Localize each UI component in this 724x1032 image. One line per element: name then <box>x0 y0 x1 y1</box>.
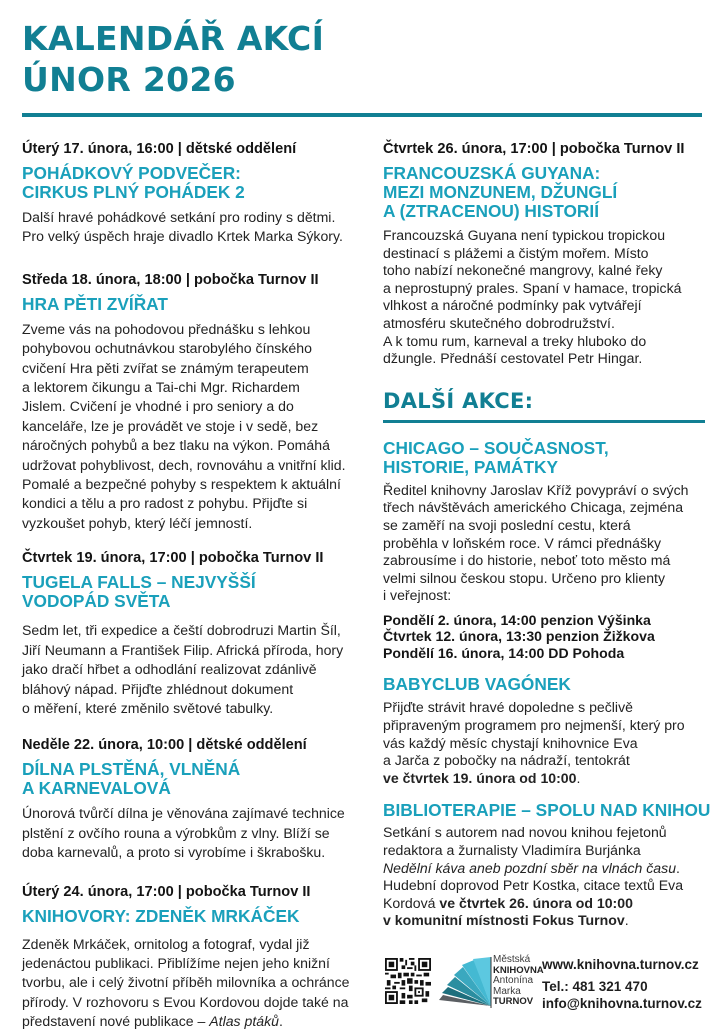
event-meta: Čtvrtek 19. února, 17:00 | pobočka Turnov II <box>22 550 324 567</box>
session-item: Čtvrtek 12. února, 13:30 penzion Žižkova <box>383 628 655 645</box>
page-title-line2: ÚNOR 2026 <box>22 60 236 99</box>
desc-line: Sedm let, tři expedice a čeští dobrodruzi Martin Šíl, <box>22 622 341 639</box>
event-description <box>22 208 362 247</box>
event-title-line: CHICAGO – SOUČASNOST, <box>383 437 609 458</box>
desc-line: Ředitel knihovny Jaroslav Kříž povypráví o svých <box>383 481 689 498</box>
section-divider <box>383 420 705 423</box>
event-hra-peti-zvirat <box>22 271 362 533</box>
event-description <box>22 804 362 862</box>
library-logo-text <box>493 955 544 1008</box>
event-knihovory <box>22 883 362 1032</box>
website-link[interactable]: www.knihovna.turnov.cz <box>542 957 699 972</box>
desc-line: proběhla v loňském roce. V rámci přednášky <box>383 534 662 551</box>
desc-line: Zdeněk Mrkáček, ornitolog a fotograf, vydal již <box>22 935 310 952</box>
event-title-line: VODOPÁD SVĚTA <box>22 591 171 612</box>
desc-line <box>383 860 705 878</box>
page-title <box>22 18 324 100</box>
desc-line: Přijďte strávit hravé dopoledne s pečlivě <box>383 699 633 716</box>
event-title <box>383 164 705 221</box>
desc-text: představení nové publikace – <box>22 1013 210 1030</box>
desc-line: zabrousíme i do historie, neboť toto město má <box>383 552 671 569</box>
desc-line: redaktora a žurnalisty Vladimíra Burjánka <box>383 841 641 858</box>
desc-line <box>22 1012 362 1031</box>
event-title-line: DÍLNA PLSTĚNÁ, VLNĚNÁ <box>22 759 241 780</box>
event-meta: Neděle 22. února, 10:00 | dětské oddělení <box>22 737 307 754</box>
desc-line: jako dračí hřbet a odhodlání realizovat zdánlivě <box>22 661 317 678</box>
desc-line: atmosféru skutečného dobrodružství. <box>383 314 615 331</box>
logo-line: TURNOV <box>493 996 534 1008</box>
desc-line: Jislem. Cvičení je vhodné i pro seniory a do <box>22 398 294 415</box>
event-title-line: CIRKUS PLNÝ POHÁDEK 2 <box>22 182 245 202</box>
event-title-line: FRANCOUZSKÁ GUYANA: <box>383 163 601 183</box>
event-description <box>383 482 705 605</box>
event-description <box>383 824 705 930</box>
desc-text: . <box>576 769 581 786</box>
event-title <box>22 760 362 798</box>
logo-line: Marka <box>493 985 521 997</box>
event-pohadkovy-podvecer <box>22 140 362 247</box>
desc-line: o měření, které změnilo světové tabulky. <box>22 699 274 716</box>
event-meta: Úterý 17. února, 16:00 | dětské oddělení <box>22 141 297 157</box>
event-chicago <box>383 439 705 662</box>
qr-code-icon[interactable] <box>385 958 431 1004</box>
desc-line: i veřejnost: <box>383 587 452 604</box>
desc-line: Jiří Neumann a František Filip. Africká příroda, hory <box>22 641 344 658</box>
event-title-line: MEZI MONZUNEM, DŽUNGLÍ <box>383 182 618 202</box>
event-description <box>383 699 705 787</box>
event-meta: Čtvrtek 26. února, 17:00 | pobočka Turnov II <box>383 141 685 157</box>
event-title <box>383 439 705 477</box>
desc-line: tvorbu, ale i celý životní příběh milovníka a ochránce <box>22 974 350 991</box>
event-venue: v komunitní místnosti Fokus Turnov <box>383 912 625 929</box>
desc-text: . <box>279 1013 283 1030</box>
desc-line <box>383 770 705 788</box>
desc-line: Pro velký úspěch hraje divadlo Krtek Marka Sýkory. <box>22 228 343 245</box>
event-title-line: HISTORIE, PAMÁTKY <box>383 456 559 477</box>
desc-line: náročných pohybů a bez tlaku na výkon. Pomáhá <box>22 437 330 454</box>
page-title-line1: KALENDÁŘ AKCÍ <box>22 19 325 58</box>
desc-line: se zaměří na svoji poslední cestu, která <box>383 516 631 533</box>
desc-text: . <box>676 859 680 876</box>
desc-line: a neprostupný prales. Spaní v hamace, tropická <box>383 279 682 296</box>
desc-line: a Jarča z pobočky na nádraží, tentokrát <box>383 752 630 769</box>
desc-line: Další hravé pohádkové setkání pro rodiny s dětmi. <box>22 209 336 225</box>
desc-line: destinací s plážemi a čistým mořem. Místo <box>383 244 649 261</box>
event-title-line: TUGELA FALLS – NEJVYŠŠÍ <box>22 572 256 593</box>
desc-line: jedenáctou publikaci. Přiblížíme nejen jeho knižní <box>22 954 330 971</box>
event-title-line: A (ZTRACENOU) HISTORIÍ <box>383 201 600 221</box>
desc-line: kanceláře, lze je provádět ve stoje i v sedě, bez <box>22 417 319 434</box>
desc-line: přírody. V rozhovoru s Evou Kordovou dojde také na <box>22 993 349 1010</box>
event-title <box>22 295 362 314</box>
event-title-line: A KARNEVALOVÁ <box>22 778 171 799</box>
desc-line: džungle. Přednáší cestovatel Petr Hingar. <box>383 350 643 367</box>
desc-line: kondici a tělu a pro radost z pohybu. Přijďte si <box>22 495 308 512</box>
event-title-line: POHÁDKOVÝ PODVEČER: <box>22 163 241 183</box>
desc-line: velmi silnou českou stopu. Určeno pro klienty <box>383 569 666 586</box>
event-meta: Středa 18. února, 18:00 | pobočka Turnov II <box>22 271 319 288</box>
desc-line: a lektorem čikungu a Tai-chi Mgr. Richardem <box>22 379 300 396</box>
event-dilna-plstena <box>22 736 362 862</box>
desc-line: udržovat pohyblivost, dech, rovnováhu a vnitřní klid. <box>22 456 346 473</box>
event-description <box>22 320 362 533</box>
desc-line: toho nabízí nekonečné mangrovy, kalné řeky <box>383 262 663 279</box>
desc-line: Zveme vás na pohodovou přednášku s lehkou <box>22 320 311 337</box>
logo-line: Městská <box>493 954 531 965</box>
event-date: ve čtvrtek 26. února od 10:00 <box>439 894 633 911</box>
desc-line: Únorová tvůrčí dílna je věnována zajímavé technice <box>22 805 345 822</box>
event-description <box>22 621 362 718</box>
event-biblioterapie <box>383 800 711 930</box>
book-title: Atlas ptáků <box>209 1013 279 1030</box>
desc-line <box>383 912 705 930</box>
event-title <box>22 573 362 611</box>
footer <box>385 954 705 1011</box>
other-events-section <box>383 388 705 423</box>
right-column <box>383 140 711 930</box>
session-list <box>383 612 705 662</box>
desc-text: . <box>624 912 629 929</box>
session-item: Pondělí 2. února, 14:00 penzion Výšinka <box>383 611 651 628</box>
book-fan-logo <box>437 956 493 1008</box>
event-tugela-falls <box>22 549 362 718</box>
event-title: BABYCLUB VAGÓNEK <box>383 674 571 695</box>
event-title-line: KNIHOVORY: ZDENĚK MRKÁČEK <box>22 905 300 926</box>
desc-line: doba karnevalů, a proto si vyrobíme i škrabošku. <box>22 844 326 861</box>
desc-line: třech návštěvách amerického Chicaga, zejména <box>383 499 684 516</box>
logo-line: KNIHOVNA <box>493 964 544 976</box>
event-babyclub <box>383 675 705 787</box>
desc-line: cvičení Hra pěti zvířat se známým terapeutem <box>22 359 309 376</box>
desc-line: plstění z ovčího rouna a výrobkům z vlny. Blíží se <box>22 824 330 841</box>
desc-line: vlhkost a náročné podmínky pak vytvářejí <box>383 297 642 314</box>
header-divider <box>22 113 702 117</box>
event-description <box>383 227 705 368</box>
email-link[interactable]: info@knihovna.turnov.cz <box>542 996 702 1011</box>
contact-info <box>542 955 702 1012</box>
desc-line: bláhový nápad. Přijďte zhlédnout dokument <box>22 680 294 697</box>
desc-line: pohybovou ochutnávkou starobylého čínského <box>22 340 312 357</box>
section-title: DALŠÍ AKCE: <box>383 388 534 413</box>
left-column <box>22 140 362 1032</box>
desc-line: Francouzská Guyana není typickou tropickou <box>383 227 666 243</box>
desc-line: Hudební doprovod Petr Kostka, citace textů Eva <box>383 877 684 894</box>
event-description <box>22 935 362 1032</box>
book-title: Nedělní káva aneb pozdní sběr na vlnách času <box>383 859 677 876</box>
desc-line: připraveným programem pro nejmenší, který pro <box>383 717 685 733</box>
desc-line: vás každý měsíc chystají knihovnice Eva <box>383 734 638 751</box>
phone-number[interactable]: Tel.: 481 321 470 <box>542 979 648 994</box>
desc-line <box>383 895 705 913</box>
event-title: BIBLIOTERAPIE – SPOLU NAD KNIHOU <box>383 800 711 821</box>
event-title <box>22 907 362 926</box>
session-item: Pondělí 16. února, 14:00 DD Pohoda <box>383 644 625 661</box>
event-date: ve čtvrtek 19. února od 10:00 <box>383 769 577 786</box>
event-meta: Úterý 24. února, 17:00 | pobočka Turnov II <box>22 883 311 900</box>
event-title <box>22 164 362 202</box>
logo-line: Antonína <box>493 975 534 987</box>
desc-line: Pomalé a bezpečné pohyby s respektem k aktuální <box>22 476 341 493</box>
event-title-line: HRA PĚTI ZVÍŘAT <box>22 293 168 314</box>
desc-text: Kordová <box>383 894 440 911</box>
desc-line: Setkání s autorem nad novou knihou fejetonů <box>383 824 667 841</box>
desc-line: vyzkoušet pohyb, který léčí jemností. <box>22 514 253 531</box>
event-francouzska-guyana <box>383 140 705 368</box>
desc-line: A k tomu rum, karneval a treky hluboko do <box>383 332 647 349</box>
